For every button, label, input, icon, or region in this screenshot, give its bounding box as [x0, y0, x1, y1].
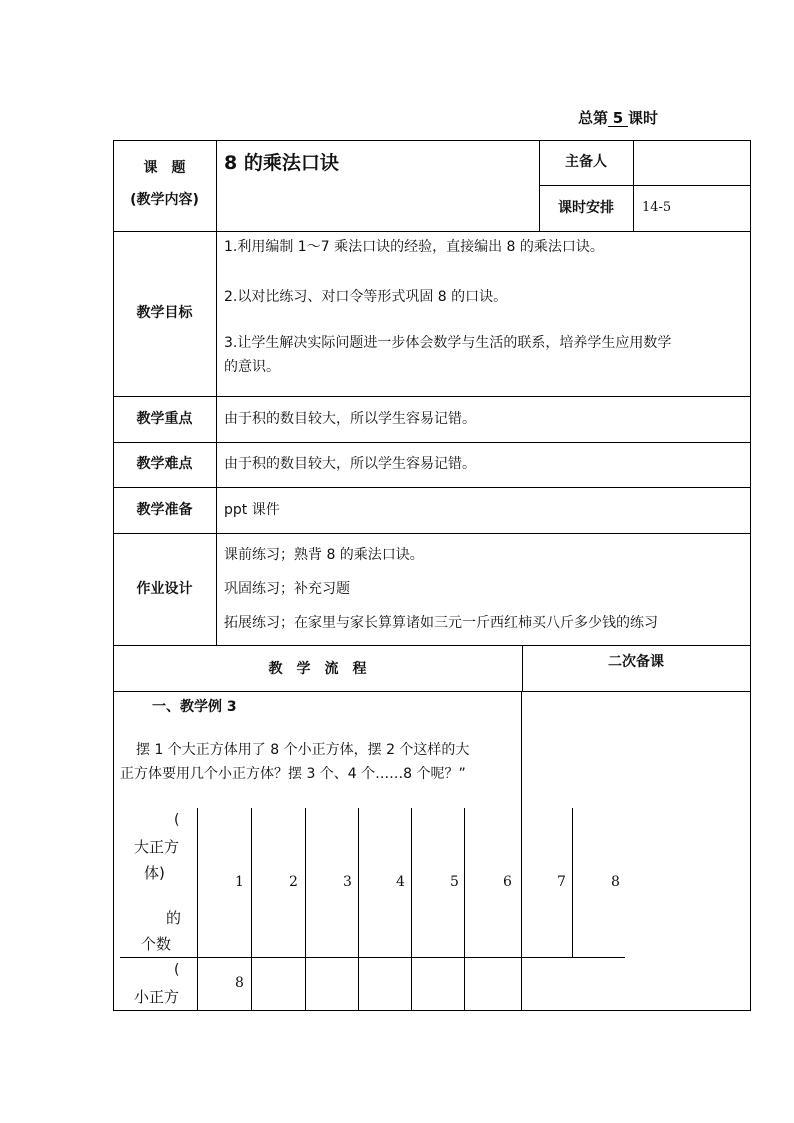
goal-item: 1.利用编制 1～7 乘法口诀的经验，直接编出 8 的乘法口诀。: [224, 239, 604, 255]
big-cube-value: 3: [343, 874, 352, 890]
topic-label-line1: 课 题: [143, 160, 186, 176]
big-cube-value: 1: [235, 874, 244, 890]
preparer-label: 主备人: [565, 154, 607, 170]
homework-label: 作业设计: [136, 581, 193, 597]
topic-label-line2: (教学内容): [130, 192, 199, 208]
key-point-label: 教学重点: [136, 411, 193, 427]
row1-label-part: 个数: [141, 935, 172, 953]
lesson-counter-suffix: 课时: [628, 109, 659, 127]
schedule-label: 课时安排: [558, 200, 614, 216]
goals-label: 教学目标: [136, 305, 193, 321]
row1-label-part: 的: [166, 909, 182, 927]
preparation-label: 教学准备: [136, 502, 193, 518]
difficulty-label: 教学难点: [136, 456, 193, 472]
homework-item: 拓展练习；在家里与家长算算诸如三元一斤西红柿买八斤多少钱的练习: [224, 615, 658, 631]
big-cube-value: 8: [611, 874, 620, 890]
row1-label-part: 大正方: [134, 838, 180, 856]
goal-item: 的意识。: [224, 359, 280, 375]
difficulty-value: 由于积的数目较大，所以学生容易记错。: [224, 456, 476, 472]
row1-label-part: 体): [144, 864, 165, 882]
process-header: 教 学 流 程: [268, 661, 367, 677]
goal-item: 3.让学生解决实际问题进一步体会数学与生活的联系，培养学生应用数学: [224, 335, 672, 351]
big-cube-value: 6: [503, 874, 512, 890]
topic-label: [113, 158, 216, 210]
lesson-counter: [578, 108, 658, 128]
schedule-value: 14-5: [642, 200, 672, 215]
row2-label-part: (: [174, 962, 180, 978]
example-paragraph-line: 摆 1 个大正方体用了 8 个小正方体，摆 2 个这样的大: [136, 742, 470, 758]
homework-item: 课前练习；熟背 8 的乘法口诀。: [224, 547, 424, 563]
big-cube-value: 2: [289, 874, 298, 890]
lesson-counter-prefix: 总第: [578, 109, 609, 127]
example-paragraph-line: 正方体要用几个小正方体？摆 3 个、4 个……8 个呢？”: [120, 766, 466, 782]
key-point-value: 由于积的数目较大，所以学生容易记错。: [224, 411, 476, 427]
row2-label-part: 小正方: [134, 988, 180, 1006]
big-cube-value: 7: [557, 874, 566, 890]
small-cube-value: 8: [235, 975, 244, 991]
topic-value: 8 的乘法口诀: [224, 152, 339, 174]
row1-label-part: (: [174, 812, 180, 828]
big-cube-value: 4: [396, 874, 405, 890]
big-cube-value: 5: [450, 874, 459, 890]
homework-item: 巩固练习；补充习题: [224, 581, 350, 597]
section-title: 一、教学例 3: [152, 699, 237, 715]
preparation-value: ppt 课件: [224, 502, 280, 518]
second-prep-header: 二次备课: [608, 654, 664, 670]
lesson-number: 5: [608, 110, 628, 127]
goal-item: 2.以对比练习、对口令等形式巩固 8 的口诀。: [224, 289, 508, 305]
